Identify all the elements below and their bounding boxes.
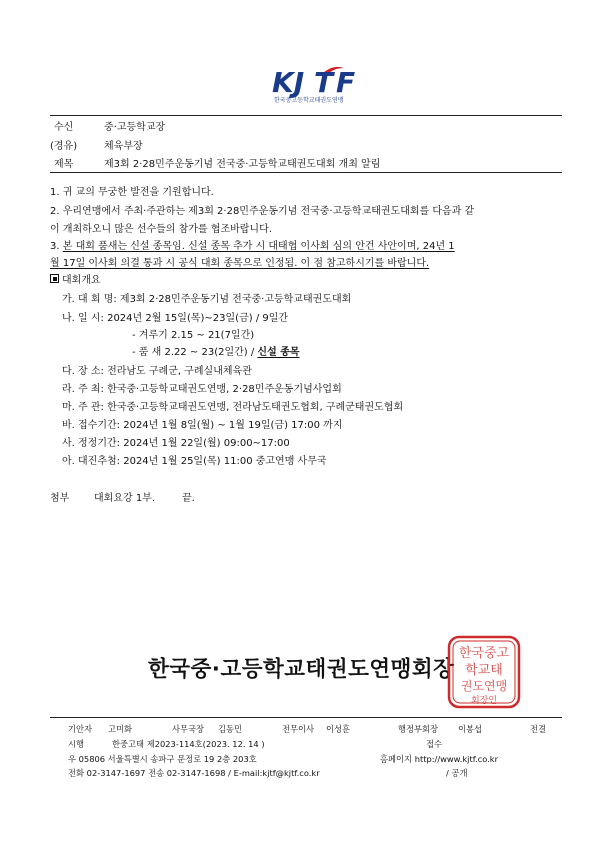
manager-label: 사무국장 [172,724,205,734]
vp-name: 이봉섭 [458,724,483,734]
director-label: 전무이사 [282,724,315,734]
item-correction: 사. 정정기간: 2024년 1월 22일(월) 09:00~17:00 [62,438,290,449]
drafter-label: 기안자 [68,724,93,734]
manager-name: 김동민 [218,724,243,734]
disclosure: / 공개 [446,768,468,778]
svg-text:T: T [314,66,334,99]
paragraph-3-number: 3. [50,241,63,252]
drafter-name: 고미화 [108,724,133,734]
svg-text:회장인: 회장인 [470,696,498,706]
recipient-label: 수신 [54,122,74,133]
item-date: 나. 일 시: 2024년 2월 15일(목)~23일(금) / 9일간 [62,313,289,324]
paragraph-2-line-2: 이 개최하오니 많은 선수들의 참가를 협조바랍니다. [50,224,272,235]
item-venue: 다. 장 소: 전라남도 구례군, 구례실내체육관 [62,366,252,377]
final-approval-label: 전결 [530,724,547,734]
paragraph-1: 1. 귀 교의 무궁한 발전을 기원합니다. [50,187,214,198]
svg-text:학교태: 학교태 [465,663,503,678]
item-registration: 바. 접수기간: 2024년 1월 8일(월) ~ 1월 19일(금) 17:00 까지 [62,420,343,431]
svg-text:KJ: KJ [272,66,305,99]
item-host: 라. 주 최: 한국중·고등학교태권도연맹, 2·28민주운동기념사업회 [62,384,342,395]
item-draw: 아. 대진추첨: 2024년 1월 25일(목) 11:00 중고연맹 사무국 [62,456,327,467]
attachment-label: 첨부 [50,493,70,504]
via-label: (경유) [50,141,78,152]
end-mark: 끝. [182,493,195,504]
subject-label: 제목 [54,159,74,170]
svg-text:F: F [336,66,356,99]
item-event-name: 가. 대 회 명: 제3회 2·28민주운동기념 전국중·고등학교태권도대회 [62,294,352,305]
item-organizer: 마. 주 관: 한국중·고등학교태권도연맹, 전라남도태권도협회, 구례군태권도협회 [62,402,404,413]
footer-rule [50,717,562,718]
header-top-rule [50,115,562,116]
item-date-poomsae: - 품 새 2.22 ~ 23(2일간) / 신설 종목 [132,347,300,358]
recipient-value: 중·고등학교장 [104,122,166,133]
organization-name: 한국중·고등학교태권도연맹회장 [148,657,455,682]
checkbox-marker-icon [50,274,59,283]
item-date-sparring: - 겨루기 2.15 ~ 21(7일간) [132,330,255,341]
attachment-value: 대회요강 1부. [94,493,156,504]
new-event-label: 신설 종목 [257,347,300,358]
paragraph-3-line-2: 월 17일 이사회 의결 통과 시 공식 대회 종목으로 인정됨. 이 점 참고하시기를 바랍니다. [50,258,430,269]
vp-label: 행정부회장 [398,724,439,734]
svg-text:한국중고등학교태권도연맹: 한국중고등학교태권도연맹 [274,97,344,104]
official-seal-icon [446,634,522,710]
header-bottom-rule [50,172,562,173]
address: 우 05806 서울특별시 송파구 문정로 19 2층 203호 [68,754,257,764]
svg-text:권도연맹: 권도연맹 [460,679,508,693]
exec-label: 시행 [68,739,85,749]
paragraph-2-line-1: 2. 우리연맹에서 주최·주관하는 제3회 2·28민주운동기념 전국중·고등학교태권도대회를 다음과 같 [50,206,475,217]
via-value: 체육부장 [104,141,143,152]
kjtf-logo [270,62,380,106]
subject-value: 제3회 2·28민주운동기념 전국중·고등학교태권도대회 개최 알림 [104,159,381,170]
svg-text:한국중고: 한국중고 [458,646,510,661]
exec-value: 한중고태 제2023-114호(2023. 12. 14 ) [112,739,265,749]
homepage: 홈페이지 http://www.kjtf.co.kr [380,754,499,764]
paragraph-3-text: 본 대회 품새는 신설 종목임. 신설 종목 추가 시 대태협 이사회 심의 안건 사안이며, 24년 1 [62,241,455,252]
director-name: 이성훈 [326,724,351,734]
overview-title: 대회개요 [50,271,101,286]
paragraph-3-line-1 [50,237,455,252]
receipt-label: 접수 [426,739,443,749]
contact-info: 전화 02-3147-1697 전송 02-3147-1698 / E-mail:kjtf@kjtf.co.kr [68,768,320,778]
